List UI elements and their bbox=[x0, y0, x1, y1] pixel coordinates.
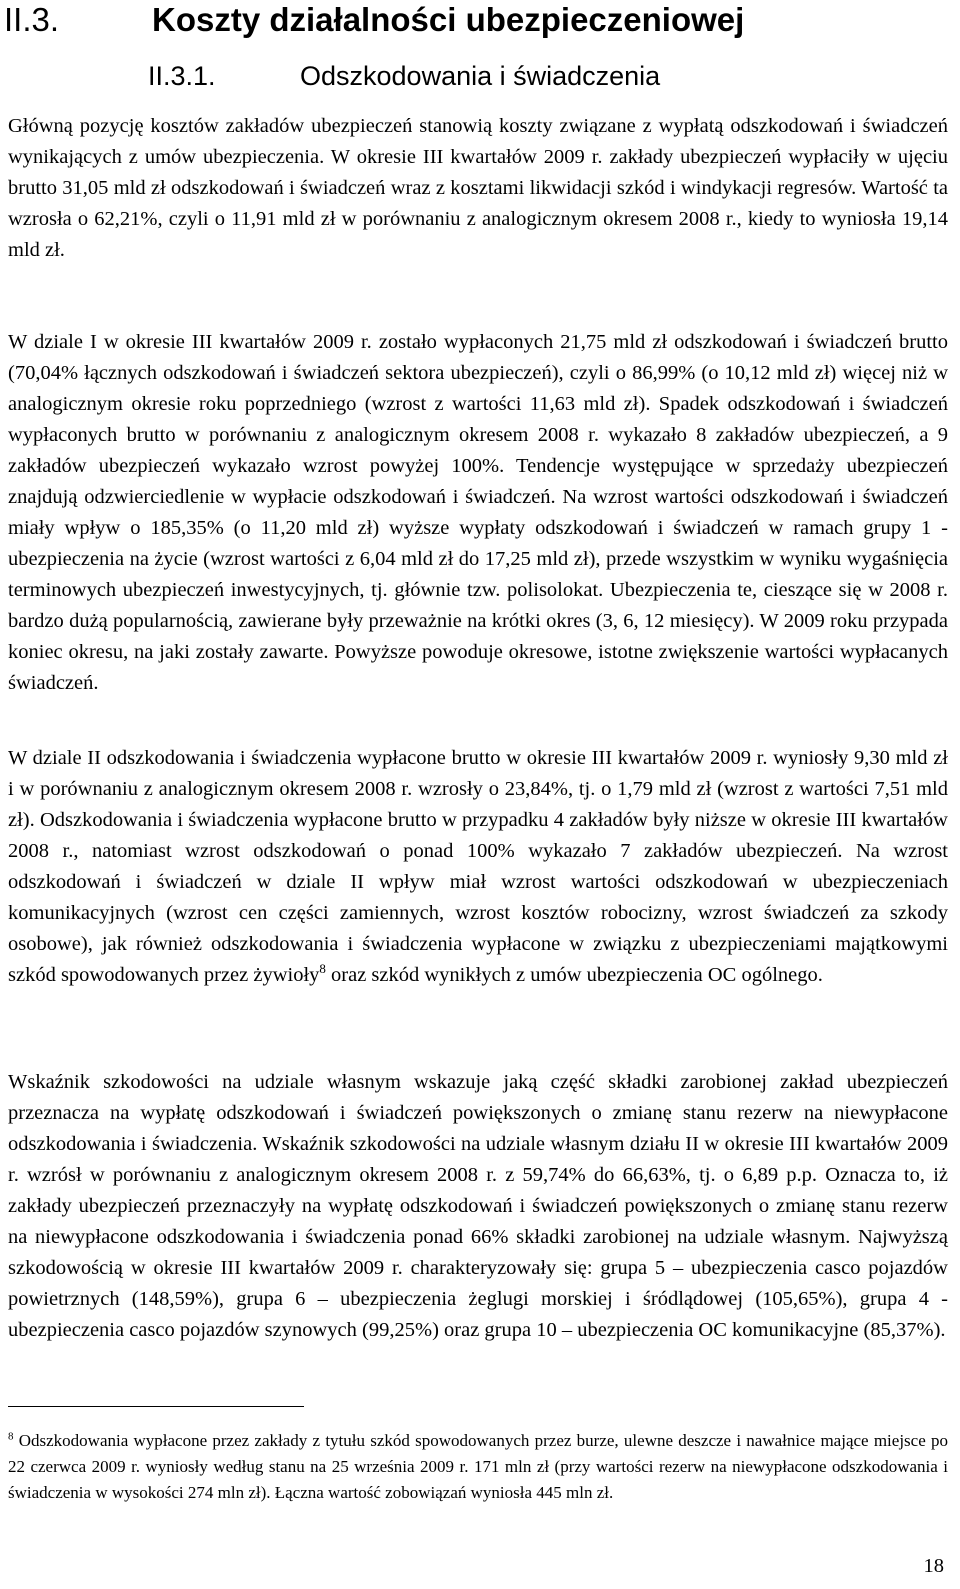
footnote-separator bbox=[8, 1406, 304, 1407]
footnote-marker: 8 bbox=[8, 1430, 14, 1443]
paragraph-loss-ratio: Wskaźnik szkodowości na udziale własnym wskazuje jaką część składki zarobionej zakład ubezpieczeń przeznacza na wypłatę odszkodowań i świadczeń powiększonych o zmianę stanu rezerw na niewypłacone odszkodowania i świadczenia. Wskaźnik szkodowości na udziale własnym działu II w okresie III kwartałów 2009 r. wzrósł w porównaniu z analogicznym okresem 2008 r. z 59,74% do 66,63%, tj. o 6,89 p.p. Oznacza to, iż zakłady ubezpieczeń przeznaczyły na wypłatę odszkodowań i świadczeń powiększonych o zmianę stanu rezerw na niewypłacone odszkodowania i świadczenia ponad 66% składki zarobionej na udziale własnym. Najwyższą szkodowością w okresie III kwartałów 2009 r. charakteryzowały się: grupa 5 – ubezpieczenia casco pojazdów powietrznych (148,59%), grupa 6 – ubezpieczenia żeglugi morskiej i śródlądowej (105,65%), grupa 4 - ubezpieczenia casco pojazdów szynowych (99,25%) oraz grupa 10 – ubezpieczenia OC komunikacyjne (85,37%). bbox=[8, 1071, 948, 1341]
footnote-reference[interactable]: 8 bbox=[319, 961, 326, 977]
paragraph-non-life-division bbox=[8, 743, 948, 991]
section-heading bbox=[4, 0, 744, 40]
footnote bbox=[8, 1428, 948, 1506]
paragraph-non-life-text: W dziale II odszkodowania i świadczenia wypłacone brutto w okresie III kwartałów 2009 r. wyniosły 9,30 mld zł i w porównaniu z analogicznym okresem 2008 r. wzrosły o 23,84%, tj. o 1,79 mld zł (wzrost z wartości 7,51 mld zł). Odszkodowania i świadczenia wypłacone brutto w przypadku 4 zakładów były niższe w okresie III kwartałów 2008 r., natomiast wzrost odszkodowań o ponad 100% wykazało 7 zakładów ubezpieczeń. Na wzrost odszkodowań i świadczeń w dziale II wpływ miał wzrost wartości odszkodowań w ubezpieczeniach komunikacyjnych (wzrost cen części zamiennych, wzrost kosztów robocizny, wzrost świadczeń za szkody osobowe), jak również odszkodowania i świadczenia wypłacone w związku z ubezpieczeniami majątkowymi szkód spowodowanych przez żywioły bbox=[8, 747, 948, 986]
section-number: II.3. bbox=[4, 1, 60, 38]
page-number: 18 bbox=[923, 1555, 944, 1577]
paragraph-non-life-text-end: oraz szkód wynikłych z umów ubezpieczenia OC ogólnego. bbox=[325, 964, 823, 986]
subsection-heading bbox=[148, 58, 660, 94]
subsection-title: Odszkodowania i świadczenia bbox=[300, 61, 661, 91]
footnote-text: Odszkodowania wypłacone przez zakłady z tytułu szkód spowodowanych przez burze, ulewne deszcze i nawałnice mające miejsce po 22 czerwca 2009 r. wyniosły według stanu na 25 września 2009 r. 171 mln zł (przy wartości rezerw na niewypłacone odszkodowania i świadczenia w wysokości 274 mln zł). Łączna wartość zobowiązań wyniosła 445 mln zł. bbox=[8, 1431, 948, 1502]
paragraph-life-division: W dziale I w okresie III kwartałów 2009 r. zostało wypłaconych 21,75 mld zł odszkodowań i świadczeń brutto (70,04% łącznych odszkodowań i świadczeń sektora ubezpieczeń), czyli o 86,99% (o 10,12 mld zł) więcej niż w analogicznym okresie roku poprzedniego (wzrost z wartości 11,63 mld zł). Spadek odszkodowań i świadczeń wypłaconych brutto w porównaniu z analogicznym okresem 2008 r. wykazało 8 zakładów ubezpieczeń, a 9 zakładów ubezpieczeń wykazało wzrost powyżej 100%. Tendencje występujące w sprzedaży ubezpieczeń znajdują odzwierciedlenie w wypłacie odszkodowań i świadczeń. Na wzrost wartości odszkodowań i świadczeń miały wpływ o 185,35% (o 11,20 mld zł) wyższe wypłaty odszkodowań i świadczeń w ramach grupy 1 - ubezpieczenia na życie (wzrost wartości z 6,04 mld zł do 17,25 mld zł), przede wszystkim w wyniku wygaśnięcia terminowych ubezpieczeń inwestycyjnych, tj. głównie tzw. polisolokat. Ubezpieczenia te, cieszące się w 2008 r. bardzo dużą popularnością, zawierane były przeważnie na krótki okres (3, 6, 12 miesięcy). W 2009 roku przypada koniec okresu, na jaki zostały zawarte. Powyższe powoduje okresowe, istotne zwiększenie wartości wypłacanych świadczeń. bbox=[8, 331, 948, 694]
subsection-number: II.3.1. bbox=[148, 61, 216, 91]
paragraph-total-claims: Główną pozycję kosztów zakładów ubezpieczeń stanowią koszty związane z wypłatą odszkodowań i świadczeń wynikających z umów ubezpieczenia. W okresie III kwartałów 2009 r. zakłady ubezpieczeń wypłaciły w ujęciu brutto 31,05 mld zł odszkodowań i świadczeń wraz z kosztami likwidacji szkód i windykacji regresów. Wartość ta wzrosła o 62,21%, czyli o 11,91 mld zł w porównaniu z analogicznym okresem 2008 r., kiedy to wyniosła 19,14 mld zł. bbox=[8, 115, 948, 261]
section-title: Koszty działalności ubezpieczeniowej bbox=[152, 1, 745, 38]
